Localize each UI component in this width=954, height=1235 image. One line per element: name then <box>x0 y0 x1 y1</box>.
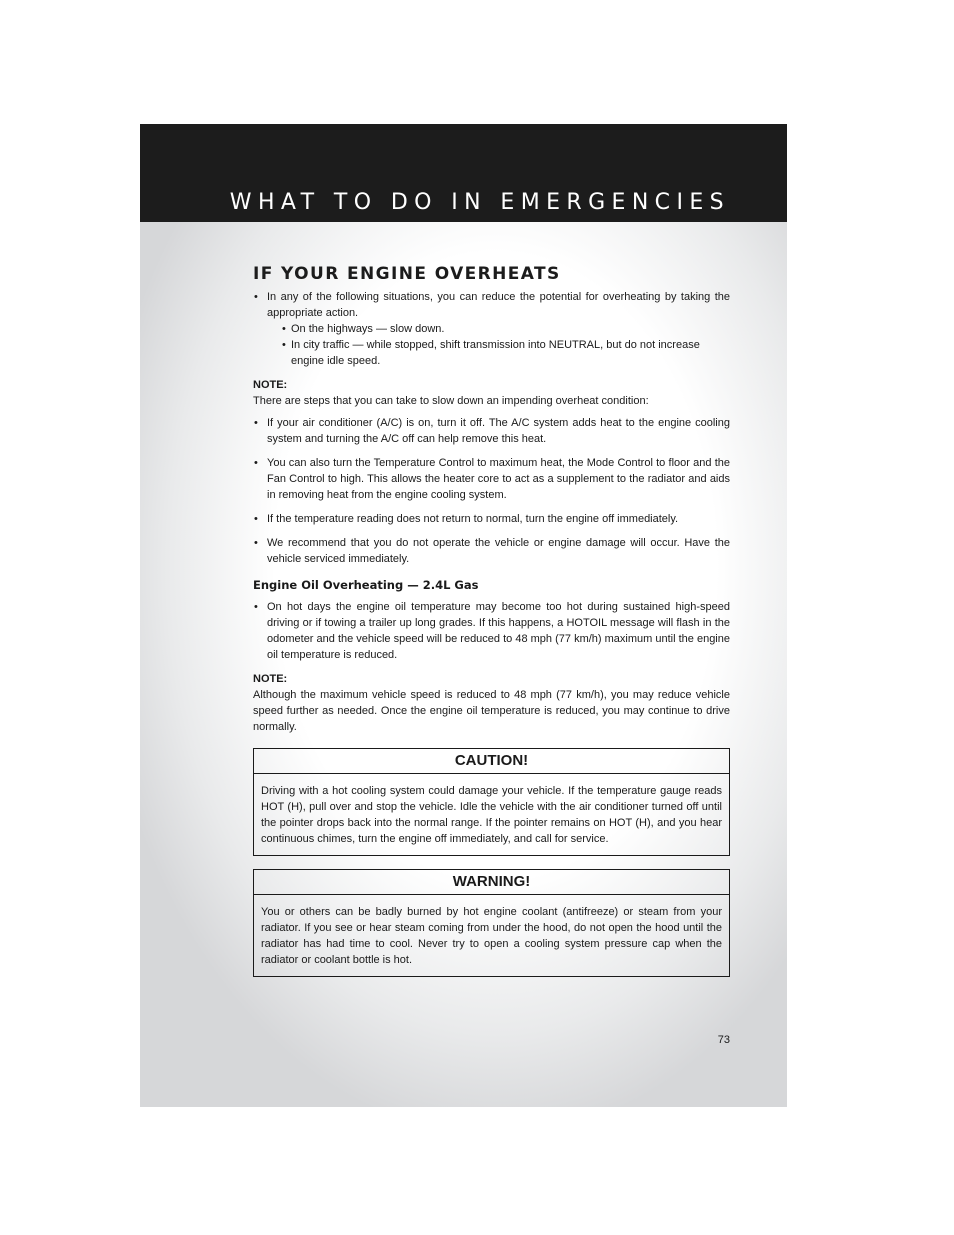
caution-text: Driving with a hot cooling system could damage your vehicle. If the temperature gauge reads HOT (H), pull over and stop the vehicle. Idle the vehicle with the air conditioner turned off until the pointer drops back into the normal range. If the pointer remains on HOT (H), and you hear continuous chimes, turn the engine off immediately, and call for service. <box>261 785 722 845</box>
chapter-title: WHAT TO DO IN EMERGENCIES <box>229 190 730 215</box>
note-bullet: • If the temperature reading does not return to normal, turn the engine off immediately. <box>253 511 730 527</box>
note-text: There are steps that you can take to slow down an impending overheat condition: <box>253 395 649 407</box>
note-bullet: • We recommend that you do not operate the vehicle or engine damage will occur. Have the vehicle serviced immediately. <box>253 535 730 567</box>
subsection-heading: Engine Oil Overheating — 2.4L Gas <box>253 578 479 592</box>
note-bullet: • If your air conditioner (A/C) is on, turn it off. The A/C system adds heat to the engine cooling system and turning the A/C off can help remove this heat. <box>253 415 730 447</box>
caution-box <box>253 748 730 856</box>
page-content <box>253 266 730 977</box>
intro-bullet-text: In any of the following situations, you can reduce the potential for overheating by taking the appropriate action. <box>267 291 730 319</box>
page-number: 73 <box>717 1034 730 1046</box>
sub-bullet: • On the highways — slow down. <box>267 321 730 337</box>
section-title: IF YOUR ENGINE OVERHEATS <box>253 264 561 284</box>
manual-page <box>140 124 787 1107</box>
note-bullet: • You can also turn the Temperature Control to maximum heat, the Mode Control to floor and the Fan Control to high. This allows the heater core to act as a supplement to the radiator and aids in removing heat from the engine cooling system. <box>253 455 730 503</box>
note-label: NOTE: <box>253 379 288 391</box>
warning-title: WARNING! <box>254 870 729 895</box>
note-text: Although the maximum vehicle speed is reduced to 48 mph (77 km/h), you may reduce vehicle speed further as needed. Once the engine oil temperature is reduced, you may continue to drive normally. <box>253 689 730 733</box>
warning-text: You or others can be badly burned by hot engine coolant (antifreeze) or steam from your radiator. If you see or hear steam coming from under the hood, do not open the hood until the radiator has had time to cool. Never try to open a cooling system pressure cap when the radiator or coolant bottle is hot. <box>261 906 722 966</box>
chapter-header <box>140 124 787 222</box>
oil-bullet: • On hot days the engine oil temperature may become too hot during sustained high-speed driving or if towing a trailer up long grades. If this happens, a HOTOIL message will flash in the odometer and the vehicle speed will be reduced to 48 mph (77 km/h) maximum until the engine oil temperature is reduced. <box>253 599 730 663</box>
note-label: NOTE: <box>253 673 288 685</box>
caution-title: CAUTION! <box>254 749 729 774</box>
intro-bullet <box>253 289 730 369</box>
sub-bullet: • In city traffic — while stopped, shift transmission into NEUTRAL, but do not increase engine idle speed. <box>267 337 730 369</box>
warning-box <box>253 869 730 977</box>
